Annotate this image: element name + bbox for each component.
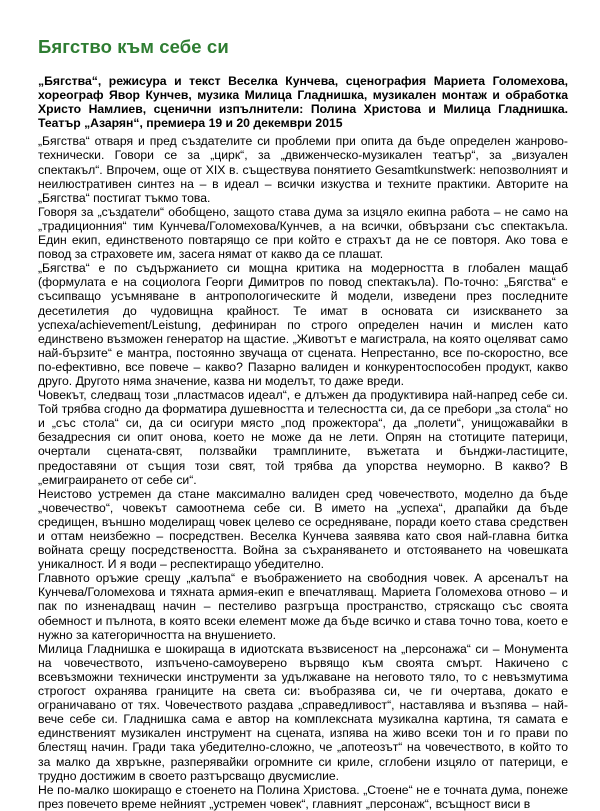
article-title: Бягство към себе си	[38, 36, 229, 57]
paragraph: Главното оръжие срещу „калъпа“ е въображението на свободния човек. А арсеналът на Кунчева/Голомехова и тяхната армия-екип е впечатляващ. Мариета Голомехова отново – и пак по изненадващ начин – пестеливо разгръща пространство, стряскащо със своята обемност и пълнота, в която всеки елемент може да бъде всичко и става точно това, което е нужно за категоричността на внушението.	[38, 571, 568, 642]
paragraph: Милица Гладнишка е шокираща в идиотската възвисеност на „персонажа“ си – Монумента на човечеството, изпъчено-самоуверено вървящо към своята смърт. Накичено с всевъзможни технически инструменти за удължаване на неговото тяло, то с невъзмутима строгост охранява границите на света си: въобразява си, че ги очертава, докато е ограничавано от тях. Човечеството раздава „справедливост“, наставлява и възпява – най-вече себе си. Гладнишка сама е автор на комплексната музикална картина, тя самата е единственият музикален инструмент на сцената, изпява на живо всеки тон и го прави по блестящ начин. Гради така убедително-сложно, че „апотеозът“ на човечеството, в който то за малко да хвръкне, разперявайки огромните си криле, сглобени изцяло от патерици, е трудно достижим в своето разтърсващо двусмислие.	[38, 641, 568, 783]
article	[38, 10, 568, 811]
paragraph: Неистово устремен да стане максимално валиден сред човечеството, моделно да бъде „човечество“, човекът самоотнема себе си. В името на „успеха“, драпайки да бъде средищен, външно моделиращ човек целево се осредняване, поради което става средствен и оттам неизбежно – посредствен. Веселка Кунчева заявява като своя най-главна битка войната срещу посредствеността. Война за съхраняването и отстояването на човешката уникалност. И я води – респектиращо убедително.	[38, 486, 568, 572]
paragraph: Човекът, следващ този „пластмасов идеал“, е длъжен да продуктивира най-напред себе си. Той трябва сгодно да форматира душевността и телесността си, да се пребори „за стола“ но и „със стола“ си, да си осигури място „под прожектора“, да „полети“, унищожавайки в безадресния си опит онова, което не може да не лети. Опрян на стотиците патерици, очертали сцената-свят, ползвайки трамплините, въжетата и бънджи-ластиците, предоставяни от същия този свят, той трябва да упорства неуморно. В какво? В „емиграирането от себе си“.	[38, 388, 568, 487]
article-credits: „Бягства“, режисура и текст Веселка Кунчева, сценография Мариета Голомехова, хореограф Явор Кунчев, музика Милица Гладнишка, музикален монтаж и обработка Христо Намлиев, сценични изпълнители: Полина Христова и Милица Гладнишка. Театър „Азарян“, премиера 19 и 20 декември 2015	[38, 74, 568, 131]
paragraph: Говоря за „създатели“ обобщено, защото става дума за изцяло екипна работа – не само на „традиционния“ тим Кунчева/Голомехова/Кунчев, а на всички, обвързани със спектакъла. Един екип, единственото повтарящо се при който е страхът да не се повторя. Ако това е повод за страховете им, засега нямат от какво да се плашат.	[38, 204, 568, 262]
paragraph: „Бягства“ отваря и пред създателите си проблеми при опита да бъде определен жанрово-технически. Говори се за „цирк“, за „движенческо-музикален театър“, за „визуален спектакъл“. Впрочем, още от XIX в. съществува понятието Gesamtkunstwerk: непозволният и неилюстративен синтез на – в идеал – всички изкуства и техните практики. Авторите на „Бягства“ постигат тъкмо това.	[38, 134, 568, 205]
paragraph: Не по-малко шокиращо е стоенето на Полина Христова. „Стоене“ не е точната дума, понеже през повечето време нейният „устремен човек“, главният „персонаж“, всъщност виси в	[38, 782, 568, 811]
paragraph: „Бягства“ е по съдържанието си мощна критика на модерността в глобален мащаб (формулата е на социолога Георги Димитров по повод спектакъла). По-точно: „Бягства“ е съсипващо усъмняване в антропологическите й модели, изведени през последните десетилетия до чудовищна крайност. Те имат в основата си изискването за успеха/achievement/Leistung, дефиниран по строго определен начин и мислен като единствено възможен генератор на щастие. „Животът е магистрала, на която оцеляват само най-бързите“ е мантра, постоянно звучаща от сцената. Непрестанно, все по-скоростно, все по-ефективно, все повече – какво? Пазарно валиден и конкурентоспособен продукт, каквo друго. Другото няма значение, казва ни моделът, то даже вреди.	[38, 261, 568, 388]
